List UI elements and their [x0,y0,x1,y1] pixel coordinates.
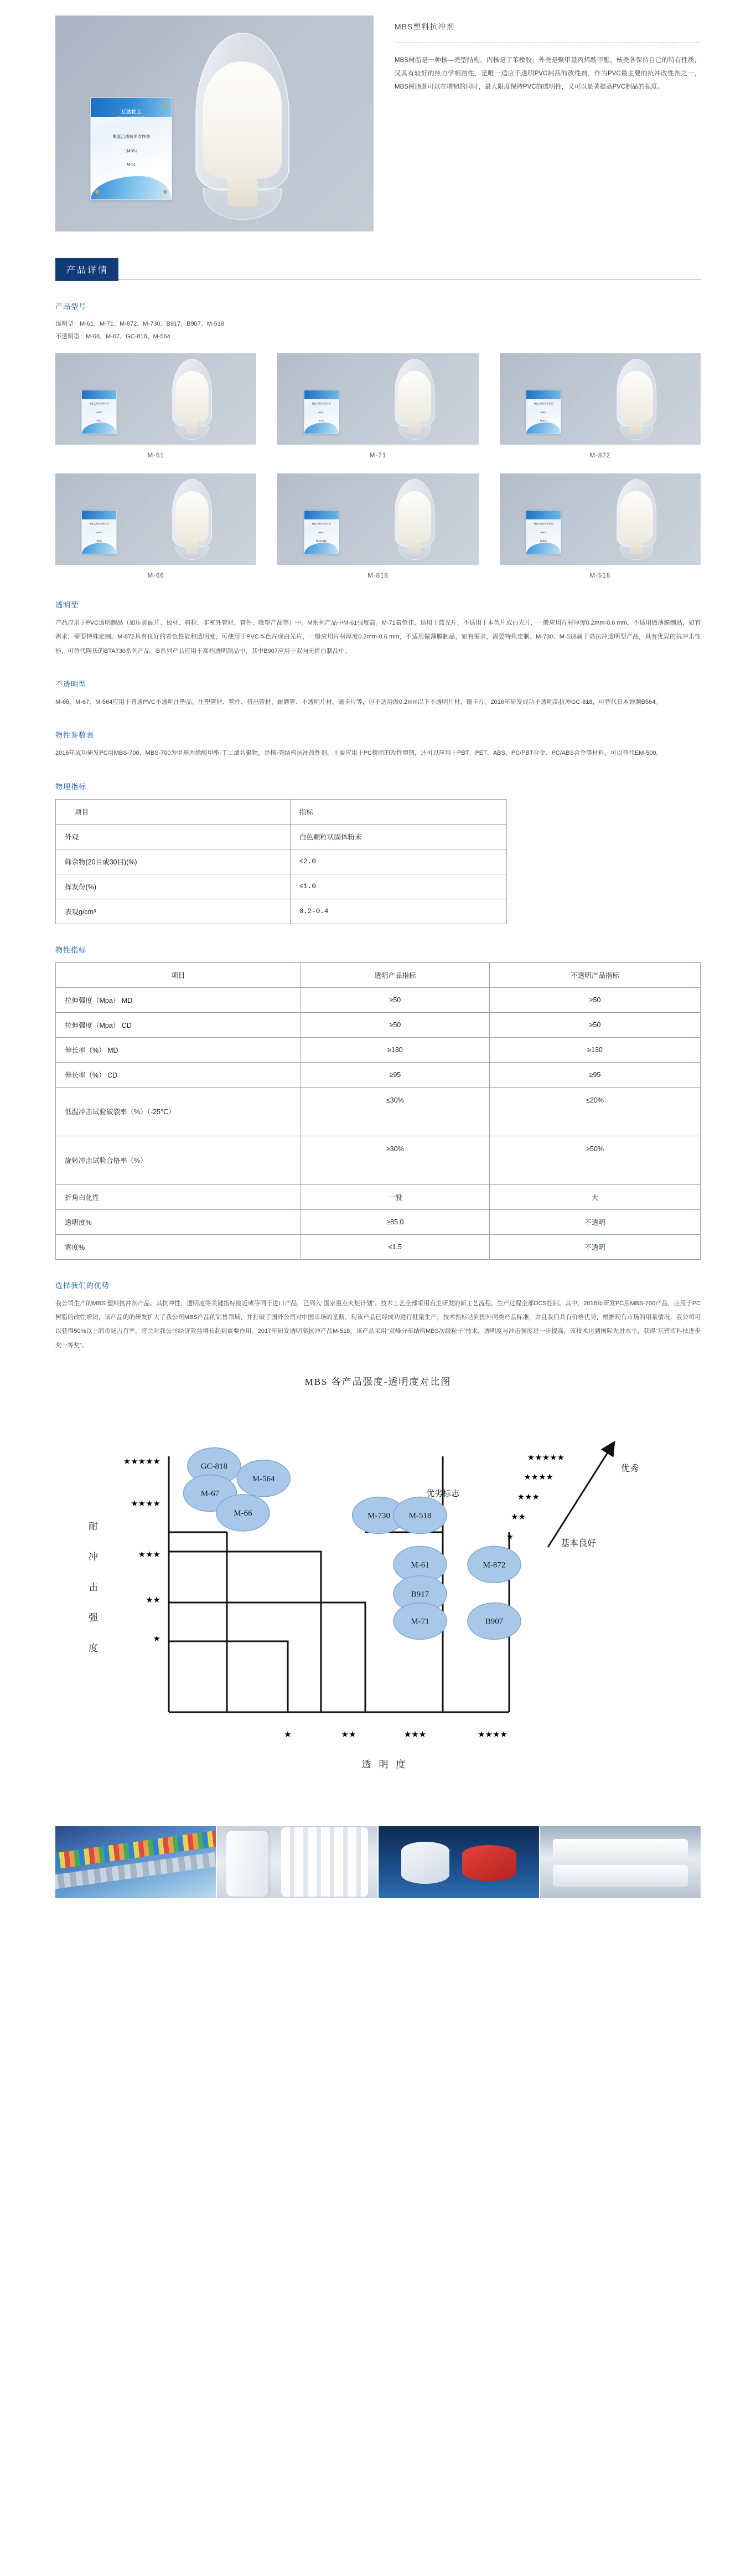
chart-bubble-label: M-730 [367,1511,391,1521]
table-row [56,1209,701,1234]
cell-item: 拉伸强度（Mpa） MD [56,987,301,1012]
card-product-code: M-61 [127,163,136,167]
thumb-card-code: M-GC-818 [316,539,327,543]
table-header-row [56,799,507,824]
thumb-card-sub: （MBS） [317,411,326,414]
svg-text:★★: ★★ [146,1595,160,1605]
product-thumb [55,473,256,565]
cell-opaque: ≥95 [490,1062,701,1087]
svg-text:★★: ★★ [341,1729,356,1739]
table-row [56,874,507,899]
product-cell[interactable] [55,473,256,579]
model-opaque-list: 不透明型：M-66、M-67、GC-818、M-564 [55,333,170,341]
svg-text:优秀: 优秀 [621,1464,639,1474]
table-header-row [56,962,701,987]
product-label: M-872 [589,452,611,460]
product-cell[interactable] [500,473,701,579]
svg-text:★★★★: ★★★★ [131,1498,160,1508]
table-row [56,987,701,1012]
thumb-card-sub: （MBS） [95,532,103,534]
table-row [56,899,507,924]
subheading-transparent: 透明型 [55,601,79,610]
product-thumb [500,473,701,565]
advantage-description: 我公司生产的MBS 塑料抗冲剂产品。其抗冲性、透明度等关键指标接近或等同于进口产品，已列入“国家重点火炬计划”。技术工艺全部采用自主研发的新工艺流程，生产过程全部DCS控制。其中，2016年研发PC用MBS-700产品，应用于PC树脂的改性增韧，该产品的的研发扩大了我公司MBS产品的销售领域，并打破了国外公司对中国市场的垄断。现该产品已经成功进行批量生产，技术指标达到国外同类产品标准，并且我们具有价格优势，根据现有市场的用量情况，我公司可以获得50%以上的市场占有率，将会对我公司经济效益增长起到重要作用。2017年研发透明高抗冲产品M-518，该产品采用“双峰分布结构MBS次级粒子”技术，透明度与冲击强度进一步提高，该技术达到国际先进水平，获得“东营市科技进步奖一等奖”。 [55,1300,701,1349]
hero-product-card [90,97,172,200]
cell-item: 旋转冲击试验合格率（%） [56,1136,301,1184]
product-thumb [500,353,701,445]
hero-product-photo [55,16,374,231]
chart-bubble-label: M-872 [483,1560,506,1570]
cell-transparent: ≤1.5 [301,1234,489,1259]
hero-description: MBS树脂是一种核—壳型结构，内核是丁苯橡胶，外壳是聚甲基丙烯酸甲酯，核壳各保持自己的特有性质，又具有较好的热力学相溶性，是唯一适应于透明PVC制品的改性剂，作为PVC最主要的抗冲改性剂之一，MBS树脂既可以在增韧的同时，最大限度保持PVC的透明性，又可以显著提高PVC制品的强度。 [395,57,701,91]
svg-text:度: 度 [89,1642,98,1653]
cell-item: 外观 [56,824,291,849]
product-thumb [277,473,478,565]
thumb-card-code: M-872 [540,419,547,423]
svg-text:★★★★: ★★★★ [524,1472,553,1482]
table-row [56,1184,701,1209]
thumb-card [81,390,117,434]
chart-bubble-label: M-564 [252,1474,275,1483]
chart-bubble-label: B907 [485,1617,504,1626]
cell-value: 白色颗粒状固体粉末 [290,824,506,849]
chart-bubble-label: GC-818 [200,1462,228,1471]
sample-bottle [195,33,289,215]
physical-table-wrap [55,799,701,924]
table-row [56,849,507,874]
table-row [56,824,507,849]
product-cell[interactable] [500,353,701,459]
cell-value: ≤2.0 [290,849,506,874]
svg-text:透明度: 透明度 [361,1759,413,1770]
cell-transparent: ≥130 [301,1037,489,1062]
cell-opaque: ≤20% [490,1087,701,1136]
table-row [56,1037,701,1062]
thumb-card-title: 聚氯乙烯抗冲改性剂 [534,403,553,405]
thumb-card-sub: （MBS） [95,411,103,414]
svg-text:耐: 耐 [89,1521,98,1532]
cell-item: 挥发份(%) [56,874,291,899]
cell-item: 拉伸强度（Mpa） CD [56,1012,301,1037]
thumb-card [304,390,339,434]
svg-text:★★★★: ★★★★ [478,1729,508,1739]
app-image-cables [55,1826,216,1898]
property-table-wrap [55,962,701,1260]
app-image-tape [379,1826,539,1898]
col-header-index: 指标 [290,799,506,824]
chart-bubble-label: B917 [411,1590,429,1599]
svg-text:★: ★ [284,1729,292,1739]
subheading-advantage: 选择我们的优势 [55,1281,110,1290]
subheading-opaque: 不透明型 [55,680,87,689]
svg-text:★★★: ★★★ [403,1729,427,1739]
product-label: M-66 [147,573,164,580]
thumb-card-sub: （MBS） [539,411,548,414]
section-rule [118,279,701,280]
chart-title: MBS 各产品强度-透明度对比图 [304,1376,452,1387]
hero-divider [395,42,701,43]
cell-item: 伸长率（%） CD [56,1062,301,1087]
page-title: MBS塑料抗冲剂 [395,22,455,31]
cell-value: 0.2-0.4 [290,899,506,924]
application-image-strip [55,1826,701,1898]
section-tag-label: 产品详情 [55,258,118,281]
product-label: M-518 [589,573,611,580]
thumb-card [526,390,561,434]
chart-canvas [55,1391,701,1801]
thumb-card-code: M-61 [96,419,102,423]
svg-text:★: ★ [506,1532,514,1542]
thumb-card-title: 聚氯乙烯抗冲改性剂 [90,523,109,525]
chart-bubble-label: M-518 [408,1511,432,1521]
svg-text:强: 强 [89,1612,98,1623]
cell-item: 低温冲击试验破裂率（%）（-25℃） [56,1087,301,1136]
cell-item: 表观g/cm³ [56,899,291,924]
thumb-card-title: 聚氯乙烯抗冲改性剂 [312,523,331,525]
cell-item: 雾度% [56,1234,301,1259]
chart-bubble-label: M-66 [234,1508,252,1518]
subheading-physical-index: 物理指标 [55,782,87,791]
svg-text:★★★: ★★★ [138,1549,160,1559]
cell-opaque: ≥50 [490,987,701,1012]
cell-opaque: 不透明 [490,1234,701,1259]
cell-opaque: ≥50% [490,1136,701,1184]
product-label: M-61 [147,452,164,460]
cell-item: 筛余物(20目或30目)(%) [56,849,291,874]
physical-index-table [55,799,507,924]
app-image-sheets [540,1826,701,1898]
svg-text:★★: ★★ [511,1512,526,1522]
brand-name-en: WANDA CHEMICAL [117,115,146,119]
comparison-chart [55,1374,701,1801]
thumb-card-sub: （MBS） [539,532,548,534]
cell-item: 透明度% [56,1209,301,1234]
card-product-line: 聚氯乙烯抗冲改性剂 [112,134,150,140]
cell-opaque: 大 [490,1184,701,1209]
thumb-card [304,510,339,554]
col-header-item: 项目 [56,962,301,987]
transparent-description: 产品应用于PVC透明制品（如压延硬片、板材、料粒、非室外管材、管件、吸塑产品等）中。M系列产品中M-61强度高。M-71着色佳，适用于蓝光片，不适用于本色片或白光片，一般应用片材厚度0.2mm-0.6 mm，不适用做薄膜制品，如有需求，需要特殊定制。M-872具有良好的着色性能和透明度，可使用于PVC本色片或白光片，一般应用片材厚度0.2mm-0.6 mm，不适用做薄膜制品，如有需求，需要特殊定制。M-730、M-518属于高抗冲透明型产品，具有优异的抗冲击性能，可替代陶氏的BTA730系列产品。B系列产品应用于高档透明制品中，其中B907应用于双向无折白制品中。 [55,620,701,655]
thumb-card-code: M-71 [318,419,324,423]
svg-text:击: 击 [89,1581,98,1593]
thumb-card-title: 聚氯乙烯抗冲改性剂 [90,403,109,405]
cell-transparent: ≤30% [301,1087,489,1136]
cell-transparent: 一般 [301,1184,489,1209]
product-cell[interactable] [277,473,478,579]
product-thumb [55,353,256,445]
hero-text-block [374,16,701,231]
product-cell[interactable] [55,353,256,459]
chart-bubble-label: M-61 [411,1560,429,1570]
chart-bubble-label: M-67 [200,1489,220,1498]
cell-transparent: ≥50 [301,987,489,1012]
svg-text:★★★: ★★★ [517,1492,540,1502]
subheading-product-model: 产品型号 [55,302,87,311]
cell-transparent: ≥95 [301,1062,489,1087]
thumb-card-title: 聚氯乙烯抗冲改性剂 [534,523,553,525]
product-image-grid [55,353,701,579]
table-row [56,1136,701,1184]
chart-bubble-label: M-71 [411,1617,429,1626]
cell-item: 伸长率（%） MD [56,1037,301,1062]
thumb-card [81,510,117,554]
table-row [56,1062,701,1087]
product-cell[interactable] [277,353,478,459]
card-product-type: （MBS） [123,150,139,154]
col-header-item: 项目 [56,799,291,824]
cell-transparent: ≥30% [301,1136,489,1184]
cell-item: 折角白化性 [56,1184,301,1209]
svg-text:★★★★★: ★★★★★ [527,1452,565,1462]
product-thumb [277,353,478,445]
thumb-card-sub: （MBS） [317,532,326,534]
hero-section [0,0,756,231]
parameters-description: 2016年成功研发PC用MBS-700，MBS-700为甲基丙烯酸甲酯-丁二烯共聚物，是核-壳结构抗冲改性剂。主要应用于PC树脂的改性增韧，还可以应用于PBT、PET、ABS、PC/PBT合金、PC/ABS合金等材料，可以替代EM-500。 [55,750,662,757]
section-header-product-details [55,258,701,281]
svg-text:基本良好: 基本良好 [560,1538,597,1548]
svg-text:★★★★★: ★★★★★ [123,1456,160,1466]
col-header-transparent: 透明产品指标 [301,962,489,987]
cell-transparent: ≥85.0 [301,1209,489,1234]
opaque-description: M-66、M-67、M-564应用于普通PVC不透明注塑品、注塑管材、管件、挤出管材、耐磨管、不透明片材、磁卡片等，但不适用做0.2mm以下不透明片材、磁卡片。2016年研发成功不透明高抗冲GC-818，可替代日本钟渊B564。 [55,699,662,706]
col-header-opaque: 不透明产品指标 [490,962,701,987]
subheading-parameters: 物性参数表 [55,731,95,740]
property-index-table [55,962,701,1260]
model-transparent-list: 透明型：M-61、M-71、M-872、M-730、B917、B907、M-518 [55,321,225,327]
svg-text:优劣标志: 优劣标志 [426,1489,460,1498]
cell-value: ≤1.0 [290,874,506,899]
svg-text:冲: 冲 [89,1551,98,1562]
table-row [56,1234,701,1259]
table-row [56,1087,701,1136]
app-image-pipes [217,1826,377,1898]
svg-text:★: ★ [153,1634,160,1644]
cell-opaque: ≥130 [490,1037,701,1062]
thumb-card-code: M-66 [96,539,102,543]
thumb-card-title: 聚氯乙烯抗冲改性剂 [312,403,331,405]
table-row [56,1012,701,1037]
cell-transparent: ≥50 [301,1012,489,1037]
subheading-property-index: 物性指标 [55,945,87,954]
thumb-card [526,510,561,554]
thumb-card-code: M-518 [540,539,547,543]
cell-opaque: ≥50 [490,1012,701,1037]
product-label: M-818 [367,573,389,580]
brand-name: 万达化工 [121,109,142,115]
product-label: M-71 [369,452,387,460]
cell-opaque: 不透明 [490,1209,701,1234]
